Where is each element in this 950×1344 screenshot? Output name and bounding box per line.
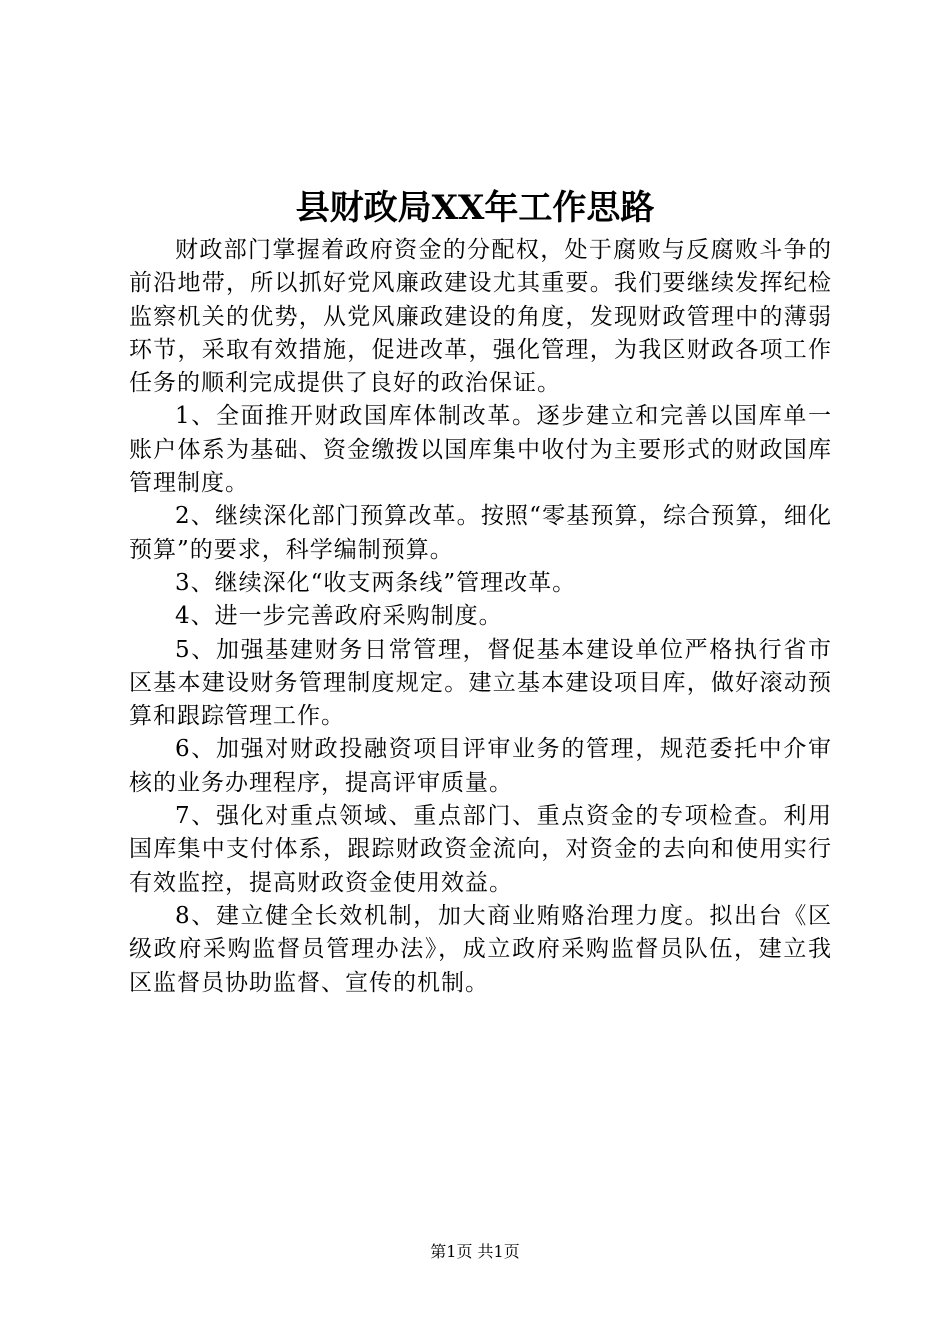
- page-title: 县财政局XX年工作思路: [295, 188, 655, 228]
- list-item: 1、全面推开财政国库体制改革。逐步建立和完善以国库单一账户体系为基础、资金缴拨以国库集中收付为主要形式的财政国库管理制度。: [129, 403, 832, 497]
- list-item: 6、加强对财政投融资项目评审业务的管理，规范委托中介审核的业务办理程序，提高评审质量。: [129, 736, 832, 796]
- document-body: [129, 234, 832, 1000]
- intro-paragraph: 财政部门掌握着政府资金的分配权，处于腐败与反腐败斗争的前沿地带，所以抓好党风廉政建设尤其重要。我们要继续发挥纪检监察机关的优势，从党风廉政建设的角度，发现财政管理中的薄弱环节，采取有效措施，促进改革，强化管理，为我区财政各项工作任务的顺利完成提供了良好的政治保证。: [129, 237, 832, 397]
- list-item: 7、强化对重点领域、重点部门、重点资金的专项检查。利用国库集中支付体系，跟踪财政资金流向，对资金的去向和使用实行有效监控，提高财政资金使用效益。: [129, 803, 832, 896]
- list-item: 4、进一步完善政府采购制度。: [175, 603, 503, 630]
- page-footer: 第1页 共1页: [430, 1242, 520, 1261]
- list-item: 5、加强基建财务日常管理，督促基本建设单位严格执行省市区基本建设财务管理制度规定。建立基本建设项目库，做好滚动预算和跟踪管理工作。: [129, 636, 832, 730]
- list-item: 2、继续深化部门预算改革。按照“零基预算，综合预算，细化预算”的要求，科学编制预算。: [129, 503, 832, 563]
- list-item: 3、继续深化“收支两条线”管理改革。: [175, 569, 577, 596]
- list-item: 8、建立健全长效机制，加大商业贿赂治理力度。拟出台《区级政府采购监督员管理办法》，成立政府采购监督员队伍，建立我区监督员协助监督、宣传的机制。: [129, 902, 832, 996]
